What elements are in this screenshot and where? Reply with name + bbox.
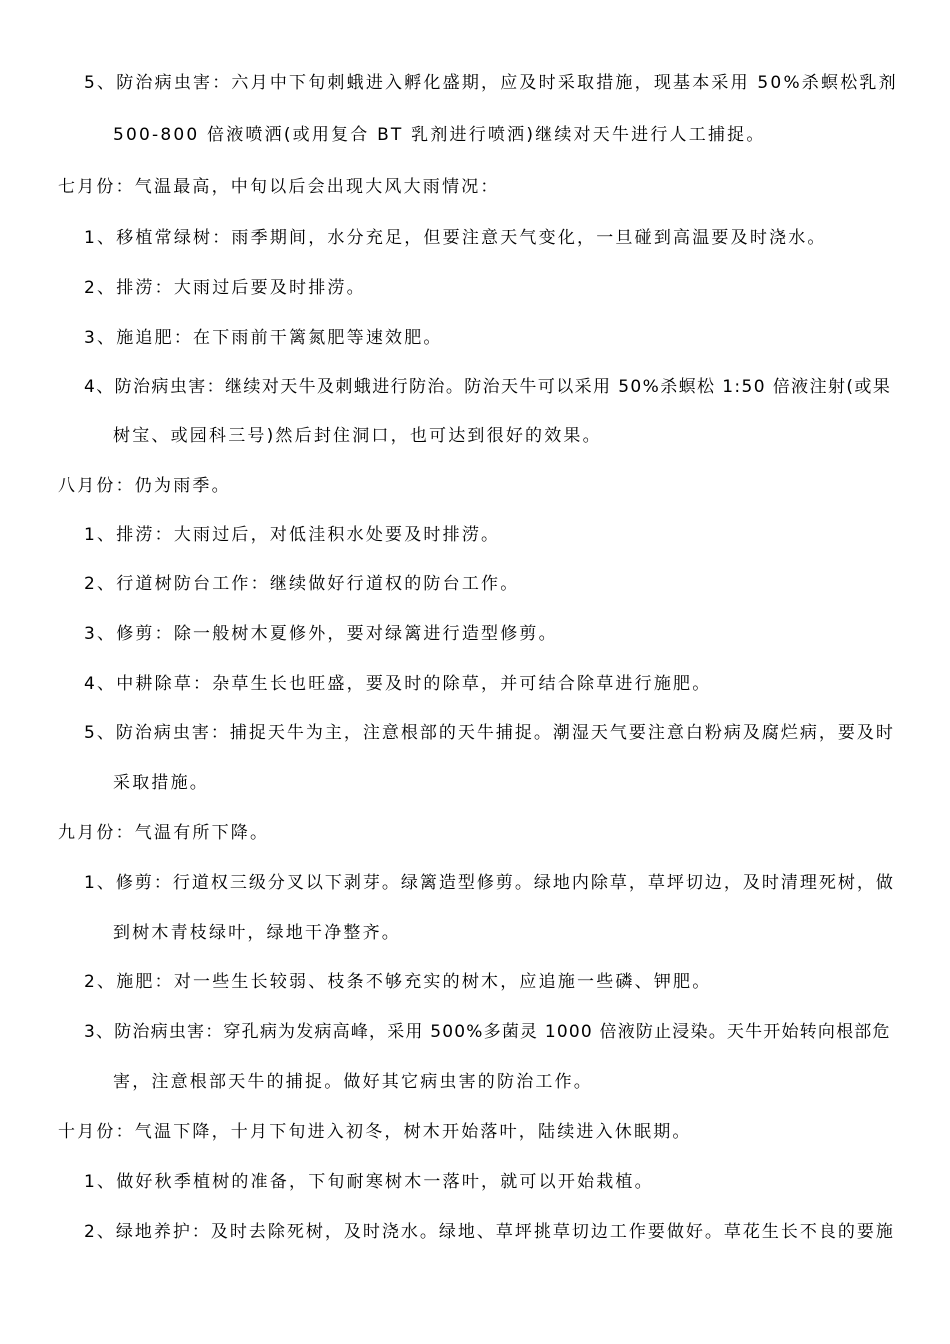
september-item-3-line-2: 害，注意根部天牛的捕捉。做好其它病虫害的防治工作。 bbox=[113, 1072, 593, 1092]
june-pest-control-line-2: 500-800 倍液喷洒(或用复合 BT 乳剂进行喷洒)继续对天牛进行人工捕捉。 bbox=[113, 125, 766, 145]
september-item-3-line-1: 3、防治病虫害：穿孔病为发病高峰，采用 500%多菌灵 1000 倍液防止浸染。天牛开始转向根部危 bbox=[84, 1022, 891, 1042]
october-item-2: 2、绿地养护：及时去除死树，及时浇水。绿地、草坪挑草切边工作要做好。草花生长不良的要施 bbox=[84, 1222, 895, 1242]
august-item-4: 4、中耕除草：杂草生长也旺盛，要及时的除草，并可结合除草进行施肥。 bbox=[84, 674, 712, 694]
july-heading: 七月份：气温最高，中旬以后会出现大风大雨情况： bbox=[58, 177, 500, 197]
october-heading: 十月份：气温下降，十月下旬进入初冬，树木开始落叶，陆续进入休眠期。 bbox=[58, 1122, 692, 1142]
september-item-1-line-1: 1、修剪：行道权三级分叉以下剥芽。绿篱造型修剪。绿地内除草，草坪切边，及时清理死树，做 bbox=[84, 873, 895, 893]
august-item-3: 3、修剪：除一般树木夏修外，要对绿篱进行造型修剪。 bbox=[84, 624, 558, 644]
october-item-1: 1、做好秋季植树的准备，下旬耐寒树木一落叶，就可以开始栽植。 bbox=[84, 1172, 654, 1192]
august-item-5-line-1: 5、防治病虫害：捕捉天牛为主，注意根部的天牛捕捉。潮湿天气要注意白粉病及腐烂病，要及时 bbox=[84, 723, 895, 743]
september-item-2: 2、施肥：对一些生长较弱、枝条不够充实的树木，应追施一些磷、钾肥。 bbox=[84, 972, 712, 992]
september-heading: 九月份：气温有所下降。 bbox=[58, 823, 270, 843]
august-item-5-line-2: 采取措施。 bbox=[113, 773, 209, 793]
august-heading: 八月份：仍为雨季。 bbox=[58, 476, 231, 496]
june-pest-control-line-1: 5、防治病虫害：六月中下旬刺蛾进入孵化盛期，应及时采取措施，现基本采用 50%杀螟松乳剂 bbox=[84, 73, 898, 93]
july-item-1: 1、移植常绿树：雨季期间，水分充足，但要注意天气变化，一旦碰到高温要及时浇水。 bbox=[84, 228, 827, 248]
august-item-2: 2、行道树防台工作：继续做好行道权的防台工作。 bbox=[84, 574, 520, 594]
july-item-4-line-2: 树宝、或园科三号)然后封住洞口，也可达到很好的效果。 bbox=[113, 426, 602, 446]
july-item-3: 3、施追肥：在下雨前干篱氮肥等速效肥。 bbox=[84, 328, 443, 348]
july-item-2: 2、排涝：大雨过后要及时排涝。 bbox=[84, 278, 366, 298]
september-item-1-line-2: 到树木青枝绿叶，绿地干净整齐。 bbox=[113, 923, 401, 943]
july-item-4-line-1: 4、防治病虫害：继续对天牛及刺蛾进行防治。防治天牛可以采用 50%杀螟松 1:50 倍液注射(或果 bbox=[84, 377, 892, 397]
august-item-1: 1、排涝：大雨过后，对低洼积水处要及时排涝。 bbox=[84, 525, 501, 545]
